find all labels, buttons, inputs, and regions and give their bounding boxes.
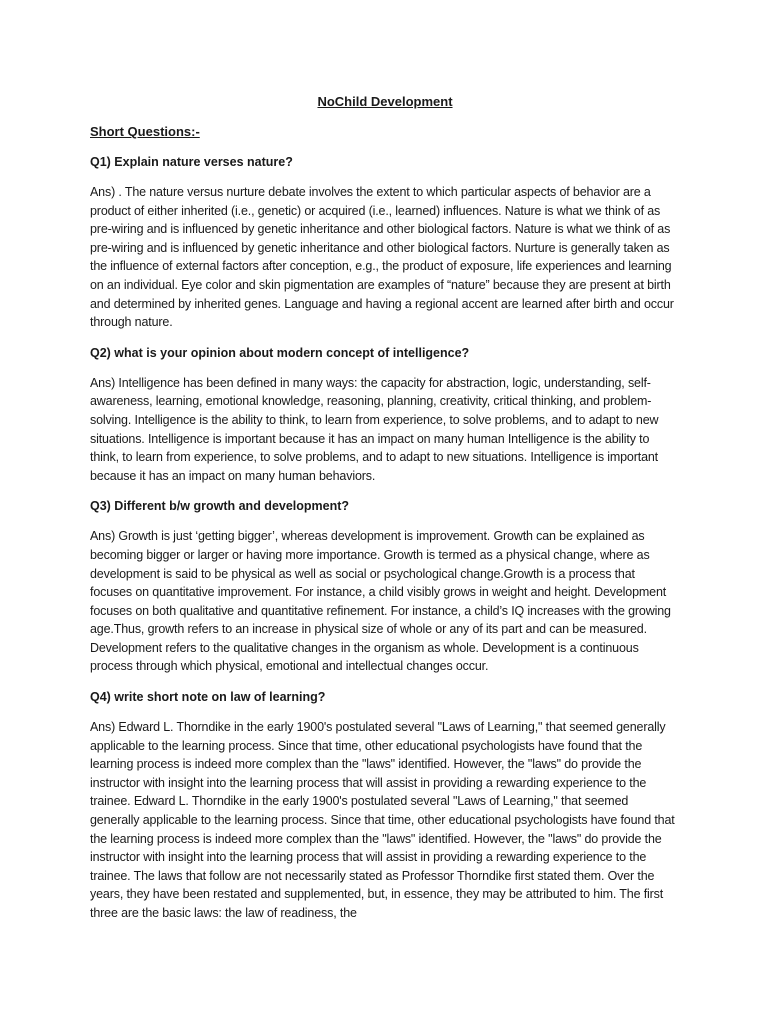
answer-3: Ans) Growth is just ‘getting bigger’, whereas development is improvement. Growth can be explained as becoming bigger or larger or having more importance. Growth is termed as a physical change, where as development is said to be physical as well as social or psychological change.Growth is a process that focuses on quantitative improvement. For instance, a child visibly grows in weight and height. Development focuses on both qualitative and quantitative refinement. For instance, a child’s IQ increases with the growing age.Thus, growth refers to an increase in physical size of whole or any of its part and can be measured. Development refers to the qualitative changes in the organism as whole. Development is a continuous process through which physical, emotional and intellectual changes occur. bbox=[90, 529, 671, 674]
question-4: Q4) write short note on law of learning? bbox=[90, 690, 326, 705]
section-heading: Short Questions:- bbox=[90, 124, 200, 139]
answer-1: Ans) . The nature versus nurture debate involves the extent to which particular aspects of behavior are a product of either inherited (i.e., genetic) or acquired (i.e., learned) influences. Nature is what we think of as pre-wiring and is influenced by genetic inheritance and other biological factors. Nature is what we think of as pre-wiring and is influenced by genetic inheritance and other biological factors. Nurture is generally taken as the influence of external factors after conception, e.g., the product of exposure, life experiences and learning on an individual. Eye color and skin pigmentation are examples of “nature” because they are present at birth and determined by inherited genes. Language and having a regional accent are learned after birth and occur through nature. bbox=[90, 185, 674, 330]
answer-4: Ans) Edward L. Thorndike in the early 1900's postulated several "Laws of Learning," that seemed generally applicable to the learning process. Since that time, other educational psychologists have found that the learning process is indeed more complex than the "laws" identified. However, the "laws" do provide the instructor with insight into the learning process that will assist in providing a rewarding experience to the trainee. Edward L. Thorndike in the early 1900's postulated several "Laws of Learning," that seemed generally applicable to the learning process. Since that time, other educational psychologists have found that the learning process is indeed more complex than the "laws" identified. However, the "laws" do provide the instructor with insight into the learning process that will assist in providing a rewarding experience to the trainee. The laws that follow are not necessarily stated as Professor Thorndike first stated them. Over the years, they have been restated and supplemented, but, in essence, they may be attributed to him. The first three are the basic laws: the law of readiness, the bbox=[90, 720, 675, 920]
question-3: Q3) Different b/w growth and development? bbox=[90, 499, 350, 514]
question-1: Q1) Explain nature verses nature? bbox=[90, 155, 293, 169]
document-body bbox=[90, 93, 680, 935]
answer-2: Ans) Intelligence has been defined in many ways: the capacity for abstraction, logic, understanding, self-awareness, learning, emotional knowledge, reasoning, planning, creativity, critical thinking, and problem-solving. Intelligence is the ability to think, to learn from experience, to solve problems, and to adapt to new situations. Intelligence is important because it has an impact on many human Intelligence is the ability to think, to learn from experience, to solve problems, and to adapt to new situations. Intelligence is important because it has an impact on many human behaviors. bbox=[90, 375, 659, 483]
document-title: NoChild Development bbox=[317, 94, 453, 109]
question-2: Q2) what is your opinion about modern concept of intelligence? bbox=[90, 345, 470, 360]
